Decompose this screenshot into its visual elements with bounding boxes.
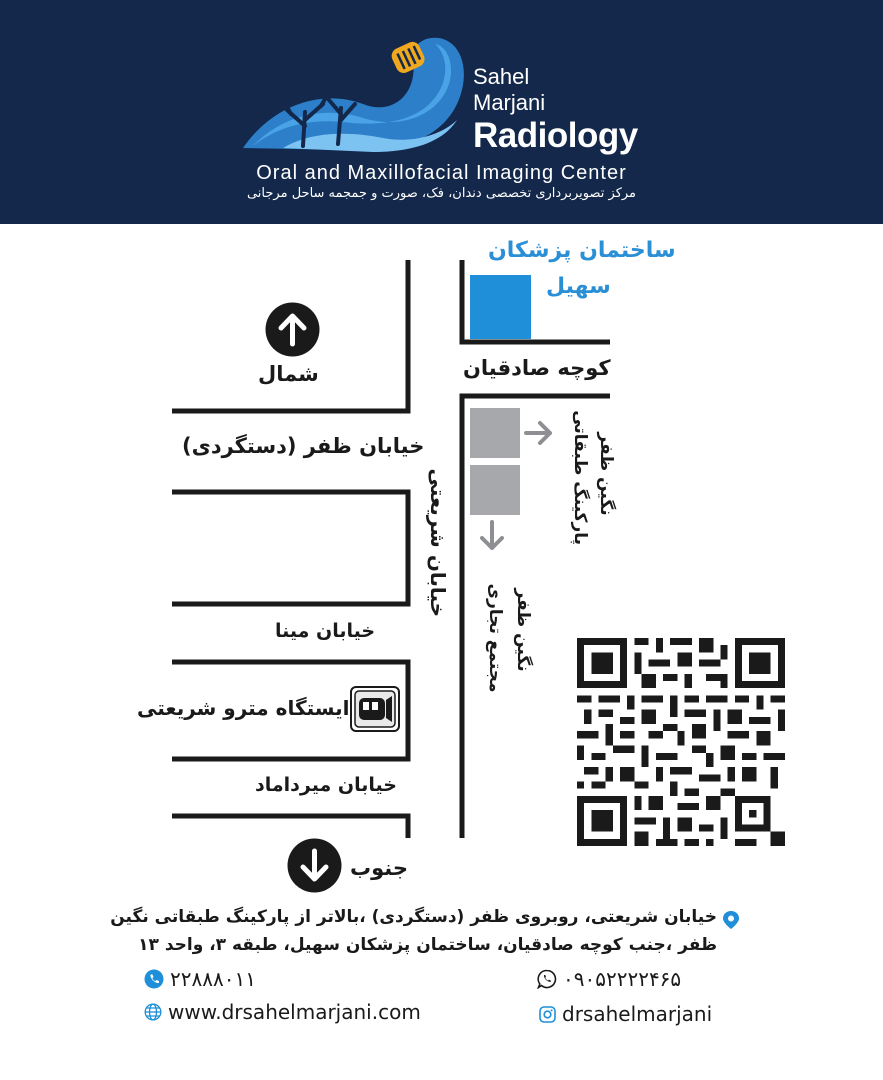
metro-icon: [350, 686, 400, 732]
location-pin-icon: [722, 910, 740, 930]
parking-label-line1: پارکینگ طبقاتی: [570, 410, 590, 545]
metro-station-label: ایستگاه مترو شریعتی: [137, 696, 350, 720]
brand-name-line2: Marjani: [473, 90, 546, 115]
qr-code[interactable]: [577, 638, 785, 846]
mall-label-line1: مجتمع تجاری: [485, 583, 505, 693]
brand-name-line3: Radiology: [473, 116, 638, 155]
instagram-icon: [539, 1006, 556, 1023]
instagram-contact[interactable]: [539, 1002, 712, 1026]
tagline-persian: مرکز تصویربرداری تخصصی دندان، فک، صورت و جمجمه ساحل مرجانی: [246, 186, 637, 201]
building-label-line2: سهیل: [546, 274, 611, 299]
alley-label: کوچه صادقیان: [463, 356, 611, 380]
arrow-down-icon: [478, 520, 506, 554]
globe-icon: [144, 1003, 162, 1021]
phone-contact[interactable]: [144, 967, 256, 991]
logo-wave-icon: [243, 34, 468, 154]
brand-name-line1: Sahel: [473, 64, 530, 89]
south-arrow-icon: [287, 838, 342, 893]
address-line1: خیابان شریعتی، روبروی ظفر (دستگردی) ،بالاتر از پارکینگ طبقاتی نگین: [110, 907, 717, 927]
mall-block: [470, 465, 520, 515]
mobile-number: ۰۹۰۵۲۲۲۲۴۶۵: [563, 967, 682, 991]
whatsapp-icon: [537, 969, 557, 989]
parking-label-line2: نگین ظفر: [596, 432, 616, 516]
header-banner: [0, 0, 883, 224]
address-line2: ظفر ،جنب کوچه صادقیان، ساختمان پزشکان سهیل، طبقه ۳، واحد ۱۳: [138, 935, 717, 955]
website-contact[interactable]: [144, 1000, 421, 1024]
street-shariati-label: خیابان شریعتی: [426, 468, 450, 617]
medical-building-marker: [470, 275, 531, 339]
tagline-english: Oral and Maxillofacial Imaging Center: [256, 162, 627, 184]
arrow-right-icon: [524, 419, 556, 447]
mall-label-line2: نگین ظفر: [513, 588, 533, 672]
north-arrow-icon: [265, 302, 320, 357]
building-label-line1: ساختمان پزشکان: [488, 238, 676, 263]
instagram-handle[interactable]: drsahelmarjani: [562, 1002, 713, 1026]
street-mina-label: خیابان مینا: [275, 620, 376, 642]
street-zafar-label: خیابان ظفر (دستگردی): [182, 434, 425, 458]
phone-icon: [144, 969, 164, 989]
north-label: شمال: [258, 362, 319, 386]
phone-number: ۲۲۸۸۸۰۱۱: [170, 967, 256, 991]
parking-block: [470, 408, 520, 458]
street-mirdamad-label: خیابان میرداماد: [255, 774, 397, 796]
whatsapp-contact[interactable]: [537, 967, 681, 991]
south-label: جنوب: [350, 856, 408, 880]
website-link[interactable]: www.drsahelmarjani.com: [168, 1000, 421, 1024]
